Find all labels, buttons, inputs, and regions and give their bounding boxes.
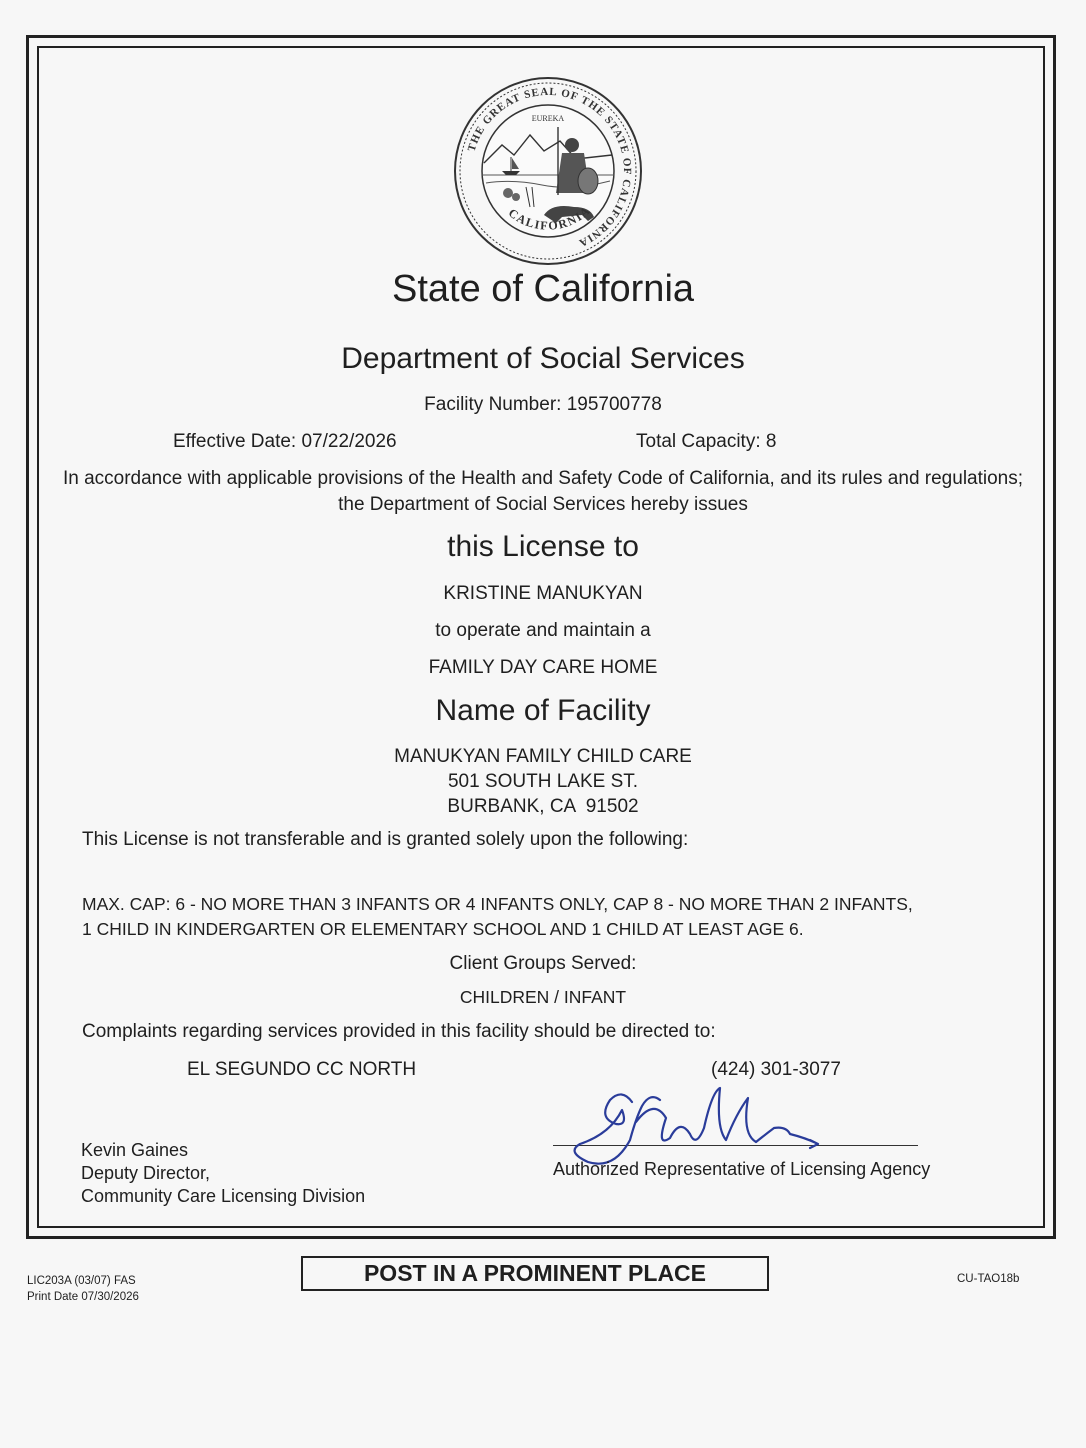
accordance-statement: In accordance with applicable provisions of the Health and Safety Code of California, and its rules and regulations; the Department of Social Services hereby issues (62, 468, 1024, 515)
license-conditions (82, 892, 1022, 942)
conditions-line2: 1 CHILD IN KINDERGARTEN OR ELEMENTARY SCHOOL AND 1 CHILD AT LEAST AGE 6. (82, 919, 804, 939)
california-seal (452, 75, 644, 267)
seal-ring-text: THE GREAT SEAL OF THE STATE OF CALIFORNIA (465, 85, 634, 250)
print-date: Print Date 07/30/2026 (27, 1291, 139, 1303)
client-groups-heading: Client Groups Served: (449, 953, 637, 974)
post-notice-box (301, 1256, 769, 1291)
effective-date: Effective Date: 07/22/2026 (173, 431, 397, 452)
not-transferable-statement: This License is not transferable and is granted solely upon the following: (82, 829, 689, 850)
total-capacity: Total Capacity: 8 (636, 431, 777, 452)
seal-bottom-text: CALIFORNIA (505, 203, 594, 233)
license-to-heading: this License to (447, 530, 639, 563)
conditions-line1: MAX. CAP: 6 - NO MORE THAN 3 INFANTS OR 4 INFANTS ONLY, CAP 8 - NO MORE THAN 2 INFANTS, (82, 894, 913, 914)
regional-office: EL SEGUNDO CC NORTH (187, 1059, 417, 1080)
complaints-statement: Complaints regarding services provided in this facility should be directed to: (82, 1021, 716, 1042)
seal-motto: EUREKA (531, 114, 565, 123)
name-of-facility-heading: Name of Facility (435, 694, 651, 727)
form-info (27, 1273, 139, 1305)
facility-number: Facility Number: 195700778 (424, 394, 662, 415)
facility-name-address (0, 744, 1086, 819)
document-code: CU-TAO18b (957, 1273, 1020, 1285)
post-notice-text: POST IN A PROMINENT PLACE (363, 1260, 707, 1286)
client-groups-value: CHILDREN / INFANT (459, 987, 627, 1007)
operate-text: to operate and maintain a (435, 620, 651, 641)
form-number: LIC203A (03/07) FAS (27, 1275, 136, 1287)
facility-name: MANUKYAN FAMILY CHILD CARE (394, 746, 692, 767)
director-block (81, 1139, 365, 1208)
facility-address-line2: BURBANK, CA 91502 (447, 796, 639, 817)
facility-type: FAMILY DAY CARE HOME (428, 657, 658, 678)
department-title: Department of Social Services (341, 342, 745, 375)
director-division: Community Care Licensing Division (81, 1186, 366, 1206)
authorized-representative: Authorized Representative of Licensing Agency (553, 1159, 931, 1179)
office-phone: (424) 301-3077 (711, 1059, 841, 1080)
facility-address-line1: 501 SOUTH LAKE ST. (447, 771, 639, 792)
licensee-name: KRISTINE MANUKYAN (443, 583, 643, 604)
director-title: Deputy Director, (81, 1163, 211, 1183)
director-name: Kevin Gaines (81, 1140, 189, 1160)
state-title: State of California (391, 268, 695, 310)
